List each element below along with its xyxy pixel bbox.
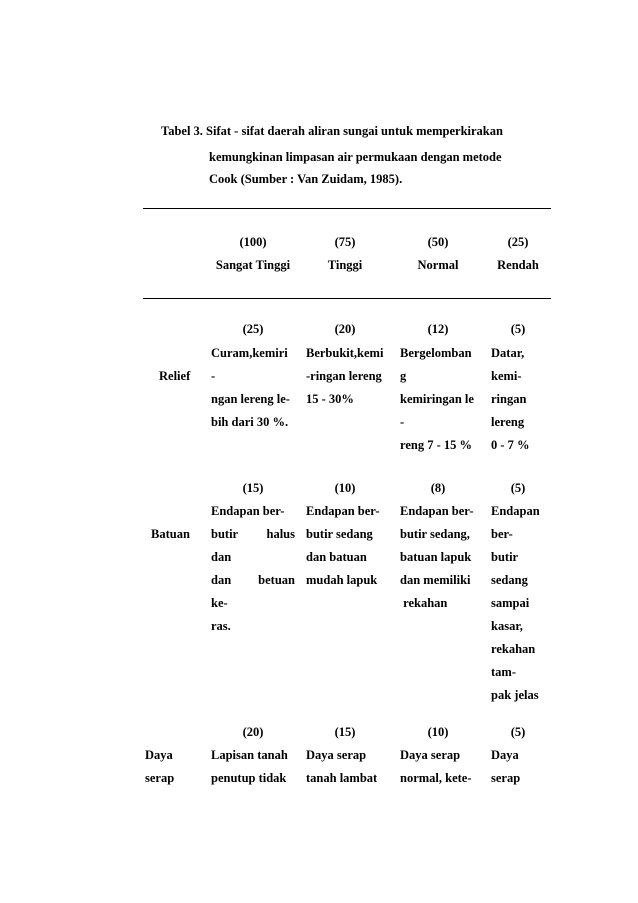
daya-c4-line: Daya: [491, 748, 519, 762]
relief-score-1: (25): [242, 322, 264, 336]
daya-label-line: serap: [145, 771, 175, 785]
daya-label-line: Daya: [145, 748, 173, 762]
table-top-rule: [143, 208, 551, 209]
relief-c3-line: reng 7 - 15 %: [400, 438, 472, 452]
header-label-normal: Normal: [417, 258, 459, 272]
relief-c3-line: kemiringan le: [400, 392, 474, 406]
batuan-c2-line: dan batuan: [306, 550, 367, 564]
header-score-rendah: (25): [507, 235, 529, 249]
batuan-c4-line: tam-: [491, 665, 516, 679]
relief-c3-line: Bergelomban: [400, 346, 472, 360]
batuan-c1-line: ras.: [211, 619, 231, 633]
header-score-tinggi: (75): [334, 235, 356, 249]
relief-c4-line: 0 - 7 %: [491, 438, 530, 452]
relief-c4-line: ringan: [491, 392, 527, 406]
batuan-c4-line: butir: [491, 550, 519, 564]
header-label-rendah: Rendah: [497, 258, 539, 272]
relief-c4-line: Datar,: [491, 346, 525, 360]
batuan-c3-line: Endapan ber-: [400, 504, 474, 518]
batuan-c2-line: mudah lapuk: [306, 573, 378, 587]
daya-score-3: (10): [427, 725, 449, 739]
daya-c1-line: penutup tidak: [211, 771, 287, 785]
header-score-sangat-tinggi: (100): [239, 235, 267, 249]
daya-c2-line: tanah lambat: [306, 771, 378, 785]
batuan-c4-line: sedang: [491, 573, 528, 587]
daya-c2-line: Daya serap: [306, 748, 367, 762]
relief-score-4: (5): [510, 322, 526, 336]
batuan-c1-line: Endapan ber-: [211, 504, 285, 518]
batuan-c2-line: butir sedang: [306, 527, 373, 541]
header-score-normal: (50): [427, 235, 449, 249]
header-label-sangat-tinggi: Sangat Tinggi: [215, 258, 291, 272]
batuan-c4-line: rekahan: [491, 642, 536, 656]
relief-c1-line: bih dari 30 %.: [211, 415, 289, 429]
daya-score-1: (20): [242, 725, 264, 739]
batuan-c3-line: rekahan: [400, 596, 448, 610]
batuan-c4-line: ber-: [491, 527, 513, 541]
batuan-c3-line: butir sedang,: [400, 527, 470, 541]
relief-c1-line: Curam,kemiri: [211, 346, 288, 360]
daya-c3-line: Daya serap: [400, 748, 461, 762]
batuan-c3-line: dan memiliki: [400, 573, 471, 587]
daya-score-2: (15): [334, 725, 356, 739]
daya-score-4: (5): [510, 725, 526, 739]
relief-c4-line: lereng: [491, 415, 525, 429]
batuan-c4-line: kasar,: [491, 619, 523, 633]
relief-c3-line: g: [400, 369, 407, 383]
batuan-c4-line: sampai: [491, 596, 530, 610]
header-label-tinggi: Tinggi: [327, 258, 363, 272]
batuan-c1-justified-line: [211, 573, 295, 588]
relief-c2-line: -ringan lereng: [306, 369, 382, 383]
batuan-c2-line: Endapan ber-: [306, 504, 380, 518]
batuan-label: Batuan: [151, 527, 190, 541]
batuan-score-3: (8): [430, 481, 446, 495]
batuan-c4-line: Endapan: [491, 504, 540, 518]
relief-c4-line: kemi-: [491, 369, 522, 383]
batuan-c1-word: butir: [211, 527, 239, 541]
relief-score-2: (20): [334, 322, 356, 336]
relief-c1-line: -: [211, 369, 216, 383]
relief-c1-line: ngan lereng le-: [211, 392, 290, 406]
relief-score-3: (12): [427, 322, 449, 336]
relief-label: Relief: [159, 369, 191, 383]
batuan-c4-line: pak jelas: [491, 688, 539, 702]
table-header-rule: [143, 298, 551, 299]
daya-c4-line: serap: [491, 771, 521, 785]
relief-c3-line: -: [400, 415, 405, 429]
batuan-c1-word: halus: [266, 527, 295, 541]
relief-c2-line: Berbukit,kemi: [306, 346, 384, 360]
daya-c1-line: Lapisan tanah: [211, 748, 288, 762]
table-caption-line-2: kemungkinan limpasan air permukaan dengan metode: [209, 150, 502, 164]
batuan-c1-word: betuan: [258, 573, 295, 587]
batuan-c3-line: batuan lapuk: [400, 550, 472, 564]
table-caption-line-3: Cook (Sumber : Van Zuidam, 1985).: [209, 172, 403, 186]
daya-c3-line: normal, kete-: [400, 771, 472, 785]
batuan-score-1: (15): [242, 481, 264, 495]
batuan-c1-word: dan: [211, 573, 232, 587]
batuan-c1-justified-line: [211, 527, 295, 542]
batuan-score-2: (10): [334, 481, 356, 495]
batuan-score-4: (5): [510, 481, 526, 495]
batuan-c1-line: ke-: [211, 596, 228, 610]
relief-c2-line: 15 - 30%: [306, 392, 354, 406]
table-caption-line-1: Tabel 3. Sifat - sifat daerah aliran sungai untuk memperkirakan: [161, 124, 503, 138]
batuan-c1-line: dan: [211, 550, 232, 564]
